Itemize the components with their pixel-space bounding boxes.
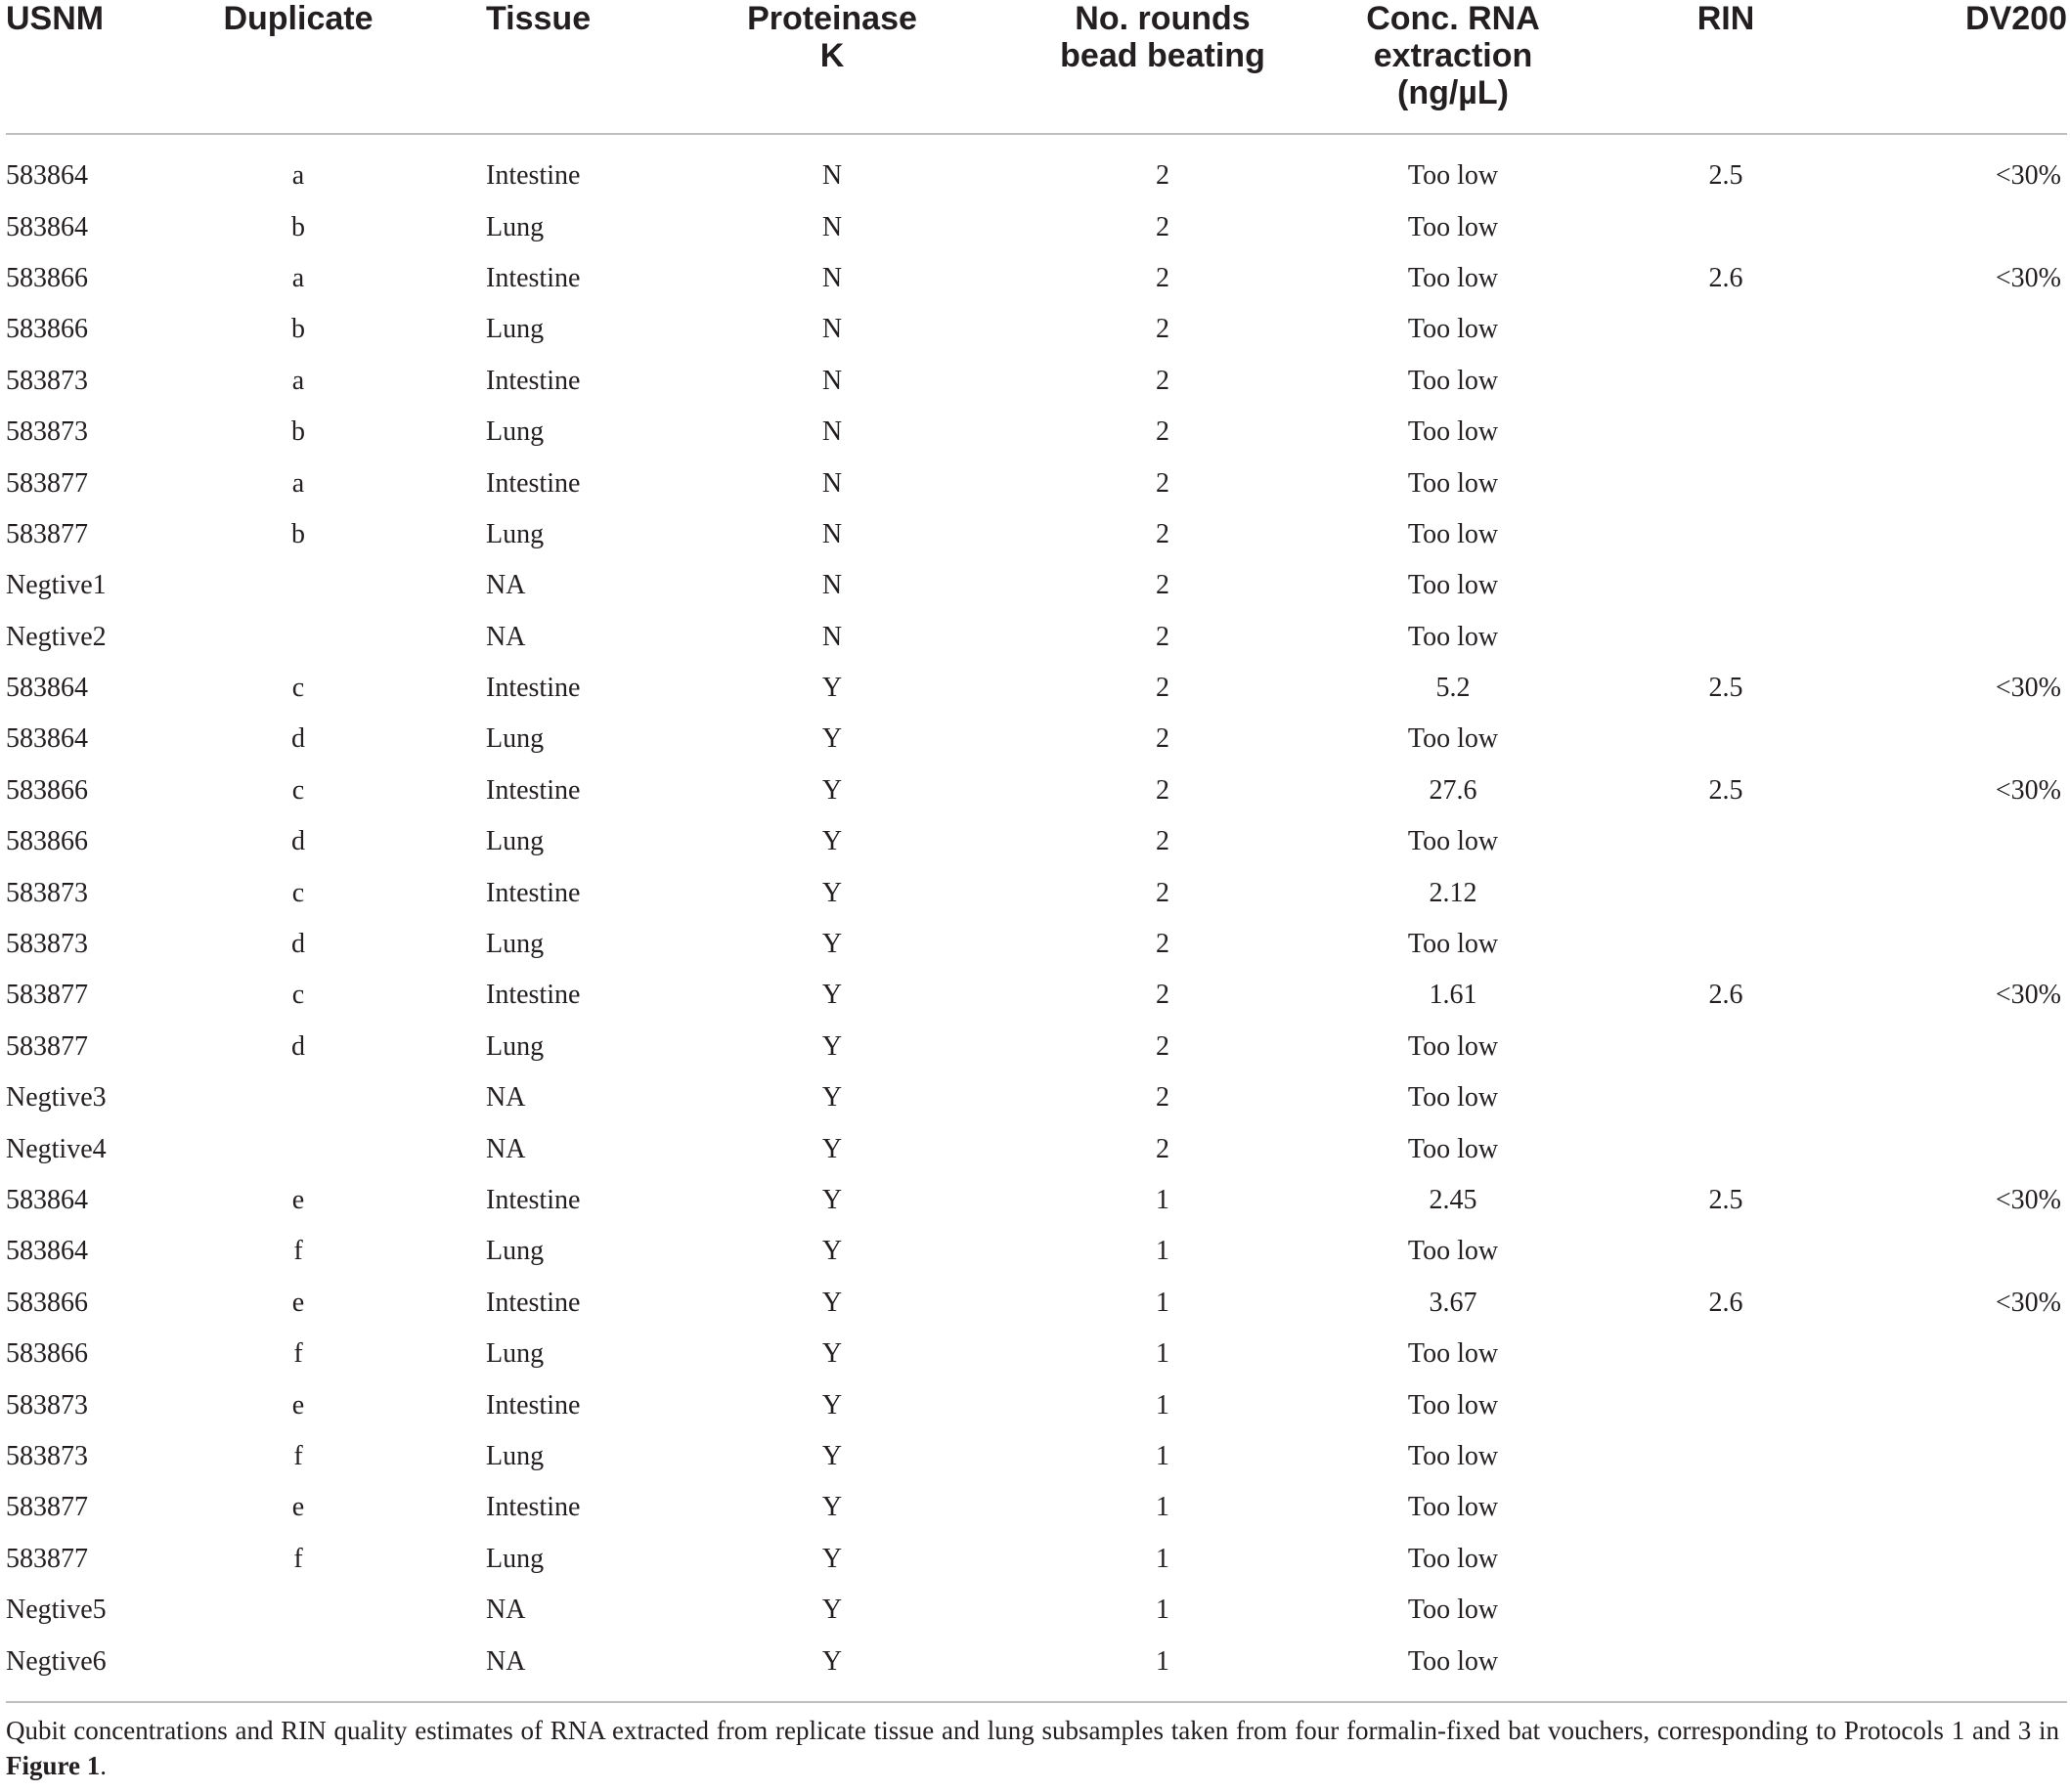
cell-proteinase-k: Y bbox=[821, 1338, 843, 1370]
table-row bbox=[6, 304, 2067, 355]
table-row bbox=[6, 714, 2067, 765]
table-row bbox=[6, 1534, 2067, 1585]
table-row bbox=[6, 1431, 2067, 1482]
cell-usnm: Negtive1 bbox=[6, 570, 107, 601]
caption-end: . bbox=[100, 1751, 107, 1780]
cell-rin: 2.5 bbox=[1708, 673, 1743, 704]
cell-proteinase-k: Y bbox=[821, 1440, 843, 1471]
cell-tissue: NA bbox=[486, 1082, 526, 1114]
cell-rin bbox=[1601, 867, 1851, 918]
cell-rna-concentration: Too low bbox=[1407, 1595, 1499, 1626]
cell-duplicate: c bbox=[291, 774, 305, 806]
cell-usnm: 583873 bbox=[6, 929, 88, 960]
table-row bbox=[6, 1278, 2067, 1329]
cell-duplicate: a bbox=[291, 365, 305, 396]
cell-rin bbox=[1601, 509, 1851, 560]
header-tissue: Tissue bbox=[424, 0, 644, 134]
cell-bead-beating-rounds: 2 bbox=[1156, 774, 1169, 806]
cell-dv200 bbox=[1851, 1123, 2067, 1174]
cell-rin bbox=[1601, 458, 1851, 508]
cell-rna-concentration: 2.45 bbox=[1429, 1185, 1477, 1215]
cell-rna-concentration: Too low bbox=[1407, 1492, 1499, 1523]
cell-dv200 bbox=[1851, 201, 2067, 252]
cell-usnm: 583866 bbox=[6, 1338, 88, 1370]
cell-rin bbox=[1601, 1534, 1851, 1585]
caption-text: Qubit concentrations and RIN quality estimates of RNA extracted from replicate tissue and lung subsamples taken from four formalin-fixed bat vouchers, corresponding to Protocols 1 and 3 in bbox=[6, 1716, 2059, 1745]
table-row bbox=[6, 1123, 2067, 1174]
cell-tissue: NA bbox=[424, 1636, 644, 1701]
cell-rin bbox=[1601, 1123, 1851, 1174]
cell-usnm: 583864 bbox=[6, 1185, 88, 1215]
cell-rin bbox=[1601, 1022, 1851, 1072]
cell-duplicate: c bbox=[291, 980, 305, 1011]
cell-dv200 bbox=[1851, 1329, 2067, 1379]
cell-rin: 2.6 bbox=[1708, 262, 1743, 293]
cell-duplicate: b bbox=[291, 416, 305, 448]
cell-dv200 bbox=[1851, 458, 2067, 508]
cell-tissue: Lung bbox=[486, 416, 545, 448]
cell-tissue: Lung bbox=[486, 723, 545, 755]
cell-usnm: 583877 bbox=[6, 980, 88, 1011]
cell-bead-beating-rounds: 2 bbox=[1156, 160, 1169, 192]
caption-figure-link[interactable]: Figure 1 bbox=[6, 1751, 101, 1780]
cell-duplicate: d bbox=[291, 723, 305, 755]
cell-proteinase-k: Y bbox=[821, 774, 843, 806]
cell-dv200: <30% bbox=[1995, 774, 2061, 806]
cell-duplicate: c bbox=[291, 673, 305, 704]
cell-proteinase-k: Y bbox=[821, 1082, 843, 1114]
table-row bbox=[6, 612, 2067, 663]
cell-rin bbox=[1601, 1636, 1851, 1701]
cell-dv200: <30% bbox=[1995, 1287, 2061, 1318]
cell-proteinase-k: Y bbox=[821, 826, 843, 857]
cell-tissue: Lung bbox=[486, 826, 545, 857]
cell-rna-concentration: Too low bbox=[1407, 416, 1499, 448]
cell-duplicate bbox=[172, 1072, 424, 1123]
cell-rna-concentration: Too low bbox=[1407, 929, 1499, 960]
header-dv200: DV200 bbox=[1851, 0, 2067, 134]
cell-rin bbox=[1601, 560, 1851, 611]
cell-rin bbox=[1601, 816, 1851, 867]
cell-proteinase-k: N bbox=[821, 570, 843, 601]
cell-duplicate bbox=[172, 1636, 424, 1701]
cell-tissue: Lung bbox=[486, 1030, 545, 1062]
table-row bbox=[6, 1329, 2067, 1379]
cell-bead-beating-rounds: 1 bbox=[1156, 1287, 1169, 1318]
cell-bead-beating-rounds: 1 bbox=[1156, 1595, 1169, 1626]
table-row bbox=[6, 765, 2067, 816]
cell-duplicate bbox=[172, 612, 424, 663]
cell-bead-beating-rounds: 2 bbox=[1156, 467, 1169, 499]
table-row bbox=[6, 458, 2067, 508]
cell-bead-beating-rounds: 2 bbox=[1156, 877, 1169, 908]
cell-usnm: 583877 bbox=[6, 1030, 88, 1062]
cell-rna-concentration: Too low bbox=[1407, 262, 1499, 293]
cell-duplicate: a bbox=[291, 467, 305, 499]
cell-usnm: 583864 bbox=[6, 723, 88, 755]
cell-tissue: Intestine bbox=[486, 1287, 581, 1318]
header-proteinase-k: Proteinase K bbox=[644, 0, 1020, 134]
cell-rin: 2.6 bbox=[1708, 1287, 1743, 1318]
cell-rna-concentration: Too low bbox=[1407, 160, 1499, 192]
table-row bbox=[6, 509, 2067, 560]
cell-usnm: 583866 bbox=[6, 314, 88, 345]
cell-usnm: 583866 bbox=[6, 262, 88, 293]
cell-rna-concentration: Too low bbox=[1407, 621, 1499, 652]
cell-bead-beating-rounds: 2 bbox=[1156, 416, 1169, 448]
cell-rin bbox=[1601, 1431, 1851, 1482]
cell-rin bbox=[1601, 304, 1851, 355]
cell-dv200: <30% bbox=[1995, 160, 2061, 192]
cell-rna-concentration: Too low bbox=[1407, 314, 1499, 345]
cell-duplicate: e bbox=[291, 1287, 305, 1318]
cell-usnm: 583864 bbox=[6, 211, 88, 242]
cell-bead-beating-rounds: 2 bbox=[1156, 570, 1169, 601]
cell-bead-beating-rounds: 2 bbox=[1156, 365, 1169, 396]
cell-usnm: 583877 bbox=[6, 1492, 88, 1523]
cell-tissue: Intestine bbox=[486, 262, 581, 293]
cell-proteinase-k: Y bbox=[821, 1133, 843, 1164]
cell-tissue: Intestine bbox=[486, 774, 581, 806]
cell-rna-concentration: 3.67 bbox=[1429, 1287, 1477, 1318]
cell-proteinase-k: Y bbox=[821, 877, 843, 908]
cell-rna-concentration: Too low bbox=[1305, 1636, 1601, 1701]
cell-dv200: <30% bbox=[1995, 1185, 2061, 1215]
cell-proteinase-k: Y bbox=[821, 1492, 843, 1523]
cell-proteinase-k: Y bbox=[821, 1287, 843, 1318]
cell-usnm: 583873 bbox=[6, 1440, 88, 1471]
cell-duplicate: d bbox=[291, 1030, 305, 1062]
table-row bbox=[6, 816, 2067, 867]
cell-rna-concentration: Too low bbox=[1407, 1030, 1499, 1062]
cell-proteinase-k: Y bbox=[821, 929, 843, 960]
cell-duplicate: a bbox=[291, 160, 305, 192]
cell-tissue: Intestine bbox=[486, 1185, 581, 1215]
cell-duplicate: b bbox=[291, 211, 305, 242]
cell-tissue: Lung bbox=[486, 1338, 545, 1370]
cell-tissue: Intestine bbox=[486, 1492, 581, 1523]
cell-rna-concentration: Too low bbox=[1407, 1236, 1499, 1267]
table-row bbox=[6, 919, 2067, 970]
cell-duplicate: e bbox=[291, 1492, 305, 1523]
cell-proteinase-k: Y bbox=[821, 980, 843, 1011]
cell-duplicate: b bbox=[291, 314, 305, 345]
table-row bbox=[6, 1175, 2067, 1226]
cell-rna-concentration: 1.61 bbox=[1429, 980, 1477, 1011]
cell-bead-beating-rounds: 1 bbox=[1156, 1236, 1169, 1267]
cell-bead-beating-rounds: 2 bbox=[1156, 621, 1169, 652]
cell-proteinase-k: Y bbox=[821, 1543, 843, 1574]
cell-duplicate: d bbox=[291, 826, 305, 857]
cell-bead-beating-rounds: 2 bbox=[1156, 314, 1169, 345]
cell-proteinase-k: Y bbox=[821, 723, 843, 755]
cell-duplicate: f bbox=[293, 1236, 303, 1267]
cell-tissue: Lung bbox=[486, 1440, 545, 1471]
cell-dv200 bbox=[1851, 1585, 2067, 1636]
cell-rin bbox=[1601, 1482, 1851, 1533]
cell-dv200 bbox=[1851, 407, 2067, 458]
cell-usnm: 583877 bbox=[6, 467, 88, 499]
cell-tissue: Intestine bbox=[486, 467, 581, 499]
header-rna-concentration: Conc. RNA extraction (ng/µL) bbox=[1305, 0, 1601, 134]
cell-rin bbox=[1601, 1585, 1851, 1636]
cell-usnm: 583866 bbox=[6, 1287, 88, 1318]
cell-rna-concentration: 2.12 bbox=[1429, 877, 1477, 908]
cell-usnm: 583864 bbox=[6, 1236, 88, 1267]
cell-duplicate: f bbox=[293, 1543, 303, 1574]
cell-usnm: 583873 bbox=[6, 1389, 88, 1420]
cell-rna-concentration: Too low bbox=[1407, 518, 1499, 549]
table-body bbox=[6, 134, 2067, 1702]
table-row bbox=[6, 867, 2067, 918]
table-row bbox=[6, 663, 2067, 714]
header-duplicate: Duplicate bbox=[172, 0, 424, 134]
cell-bead-beating-rounds: 1 bbox=[1156, 1389, 1169, 1420]
cell-tissue: Intestine bbox=[486, 365, 581, 396]
cell-proteinase-k: Y bbox=[821, 1389, 843, 1420]
cell-dv200 bbox=[1851, 612, 2067, 663]
cell-proteinase-k: Y bbox=[821, 1185, 843, 1215]
cell-bead-beating-rounds: 2 bbox=[1156, 673, 1169, 704]
table-caption bbox=[6, 1713, 2059, 1783]
cell-rin bbox=[1601, 407, 1851, 458]
cell-rin: 2.6 bbox=[1708, 980, 1743, 1011]
cell-proteinase-k: N bbox=[821, 160, 843, 192]
cell-dv200 bbox=[1851, 356, 2067, 407]
cell-duplicate: e bbox=[291, 1185, 305, 1215]
cell-proteinase-k: Y bbox=[821, 673, 843, 704]
cell-dv200 bbox=[1851, 304, 2067, 355]
cell-rin: 2.5 bbox=[1708, 1185, 1743, 1215]
cell-proteinase-k: N bbox=[821, 518, 843, 549]
cell-proteinase-k: N bbox=[821, 365, 843, 396]
cell-bead-beating-rounds: 1 bbox=[1156, 1543, 1169, 1574]
cell-rin bbox=[1601, 714, 1851, 765]
cell-bead-beating-rounds: 2 bbox=[1156, 1030, 1169, 1062]
cell-tissue: Lung bbox=[486, 1236, 545, 1267]
cell-rna-concentration: Too low bbox=[1407, 365, 1499, 396]
cell-usnm: Negtive3 bbox=[6, 1082, 107, 1114]
cell-usnm: Negtive2 bbox=[6, 621, 107, 652]
table-row bbox=[6, 1636, 2067, 1701]
cell-bead-beating-rounds: 2 bbox=[1156, 826, 1169, 857]
cell-usnm: 583877 bbox=[6, 518, 88, 549]
cell-usnm: 583877 bbox=[6, 1543, 88, 1574]
cell-usnm: Negtive5 bbox=[6, 1595, 107, 1626]
cell-dv200 bbox=[1851, 1431, 2067, 1482]
table-row bbox=[6, 560, 2067, 611]
table-row bbox=[6, 134, 2067, 201]
cell-rna-concentration: Too low bbox=[1407, 826, 1499, 857]
cell-tissue: Lung bbox=[486, 1543, 545, 1574]
cell-duplicate bbox=[172, 560, 424, 611]
cell-proteinase-k: Y bbox=[821, 1595, 843, 1626]
cell-bead-beating-rounds: 2 bbox=[1156, 211, 1169, 242]
table-row bbox=[6, 1379, 2067, 1430]
cell-dv200 bbox=[1851, 919, 2067, 970]
cell-bead-beating-rounds: 2 bbox=[1156, 262, 1169, 293]
cell-bead-beating-rounds: 1 bbox=[1156, 1185, 1169, 1215]
cell-dv200 bbox=[1851, 509, 2067, 560]
cell-tissue: NA bbox=[486, 570, 526, 601]
cell-dv200 bbox=[1851, 1636, 2067, 1701]
cell-duplicate: f bbox=[293, 1338, 303, 1370]
cell-usnm: 583864 bbox=[6, 673, 88, 704]
cell-tissue: Lung bbox=[486, 518, 545, 549]
cell-rin bbox=[1601, 1379, 1851, 1430]
cell-rna-concentration: Too low bbox=[1407, 467, 1499, 499]
cell-dv200 bbox=[1851, 816, 2067, 867]
cell-rna-concentration: 27.6 bbox=[1429, 774, 1477, 806]
table-row bbox=[6, 1585, 2067, 1636]
cell-bead-beating-rounds: 2 bbox=[1156, 518, 1169, 549]
cell-bead-beating-rounds: 2 bbox=[1156, 1133, 1169, 1164]
results-table-container bbox=[6, 0, 2067, 1703]
cell-rin bbox=[1601, 1072, 1851, 1123]
cell-duplicate: e bbox=[291, 1389, 305, 1420]
cell-duplicate: d bbox=[291, 929, 305, 960]
cell-dv200 bbox=[1851, 1226, 2067, 1277]
cell-usnm: Negtive4 bbox=[6, 1133, 107, 1164]
cell-dv200 bbox=[1851, 1379, 2067, 1430]
table-row bbox=[6, 1226, 2067, 1277]
cell-proteinase-k: N bbox=[821, 262, 843, 293]
cell-proteinase-k: N bbox=[821, 314, 843, 345]
cell-rna-concentration: Too low bbox=[1407, 1389, 1499, 1420]
cell-bead-beating-rounds: 1 bbox=[1156, 1440, 1169, 1471]
cell-bead-beating-rounds: 2 bbox=[1156, 723, 1169, 755]
cell-rin bbox=[1601, 356, 1851, 407]
cell-tissue: Lung bbox=[486, 314, 545, 345]
cell-usnm: Negtive6 bbox=[6, 1636, 172, 1701]
cell-proteinase-k: N bbox=[821, 211, 843, 242]
cell-usnm: 583864 bbox=[6, 160, 88, 192]
cell-dv200 bbox=[1851, 714, 2067, 765]
cell-dv200: <30% bbox=[1995, 980, 2061, 1011]
cell-proteinase-k: N bbox=[821, 416, 843, 448]
cell-usnm: 583873 bbox=[6, 877, 88, 908]
cell-proteinase-k: Y bbox=[821, 1236, 843, 1267]
cell-duplicate: c bbox=[291, 877, 305, 908]
cell-proteinase-k: N bbox=[821, 467, 843, 499]
cell-rna-concentration: Too low bbox=[1407, 723, 1499, 755]
cell-rin: 2.5 bbox=[1708, 774, 1743, 806]
cell-proteinase-k: Y bbox=[821, 1030, 843, 1062]
cell-rna-concentration: Too low bbox=[1407, 570, 1499, 601]
cell-duplicate: a bbox=[291, 262, 305, 293]
header-usnm: USNM bbox=[6, 0, 172, 134]
cell-duplicate: b bbox=[291, 518, 305, 549]
cell-tissue: Lung bbox=[486, 211, 545, 242]
table-row bbox=[6, 1022, 2067, 1072]
table-row bbox=[6, 356, 2067, 407]
cell-bead-beating-rounds: 2 bbox=[1156, 1082, 1169, 1114]
cell-proteinase-k: N bbox=[821, 621, 843, 652]
cell-proteinase-k: Y bbox=[644, 1636, 1020, 1701]
cell-dv200: <30% bbox=[1995, 262, 2061, 293]
cell-rin bbox=[1601, 201, 1851, 252]
cell-rin: 2.5 bbox=[1708, 160, 1743, 192]
table-row bbox=[6, 201, 2067, 252]
cell-bead-beating-rounds: 1 bbox=[1156, 1492, 1169, 1523]
cell-duplicate bbox=[172, 1585, 424, 1636]
table-row bbox=[6, 407, 2067, 458]
cell-tissue: Intestine bbox=[486, 877, 581, 908]
cell-tissue: NA bbox=[486, 621, 526, 652]
cell-rna-concentration: Too low bbox=[1407, 1082, 1499, 1114]
cell-rin bbox=[1601, 1226, 1851, 1277]
cell-rna-concentration: 5.2 bbox=[1435, 673, 1471, 704]
cell-rin bbox=[1601, 1329, 1851, 1379]
cell-tissue: Lung bbox=[486, 929, 545, 960]
table-header-row bbox=[6, 0, 2067, 134]
cell-rna-concentration: Too low bbox=[1407, 1543, 1499, 1574]
table-row bbox=[6, 1072, 2067, 1123]
cell-tissue: Intestine bbox=[486, 160, 581, 192]
cell-tissue: NA bbox=[486, 1133, 526, 1164]
cell-dv200 bbox=[1851, 1072, 2067, 1123]
cell-rna-concentration: Too low bbox=[1407, 1338, 1499, 1370]
cell-rna-concentration: Too low bbox=[1407, 211, 1499, 242]
cell-tissue: Intestine bbox=[486, 1389, 581, 1420]
table-row bbox=[6, 1482, 2067, 1533]
cell-rna-concentration: Too low bbox=[1407, 1133, 1499, 1164]
table-row bbox=[6, 970, 2067, 1021]
cell-bead-beating-rounds: 2 bbox=[1156, 980, 1169, 1011]
header-rin: RIN bbox=[1601, 0, 1851, 134]
cell-usnm: 583873 bbox=[6, 416, 88, 448]
cell-dv200: <30% bbox=[1995, 673, 2061, 704]
cell-tissue: Intestine bbox=[486, 673, 581, 704]
cell-duplicate: f bbox=[293, 1440, 303, 1471]
cell-duplicate bbox=[172, 1123, 424, 1174]
cell-bead-beating-rounds: 2 bbox=[1156, 929, 1169, 960]
cell-usnm: 583866 bbox=[6, 774, 88, 806]
rna-extraction-table bbox=[6, 0, 2067, 1703]
cell-rin bbox=[1601, 612, 1851, 663]
cell-dv200 bbox=[1851, 867, 2067, 918]
cell-dv200 bbox=[1851, 1534, 2067, 1585]
cell-dv200 bbox=[1851, 1482, 2067, 1533]
table-row bbox=[6, 253, 2067, 304]
cell-bead-beating-rounds: 1 bbox=[1020, 1636, 1305, 1701]
cell-rin bbox=[1601, 919, 1851, 970]
cell-rna-concentration: Too low bbox=[1407, 1440, 1499, 1471]
cell-bead-beating-rounds: 1 bbox=[1156, 1338, 1169, 1370]
cell-usnm: 583866 bbox=[6, 826, 88, 857]
cell-tissue: Intestine bbox=[486, 980, 581, 1011]
cell-usnm: 583873 bbox=[6, 365, 88, 396]
cell-dv200 bbox=[1851, 560, 2067, 611]
header-bead-beating-rounds: No. rounds bead beating bbox=[1020, 0, 1305, 134]
cell-dv200 bbox=[1851, 1022, 2067, 1072]
cell-tissue: NA bbox=[486, 1595, 526, 1626]
